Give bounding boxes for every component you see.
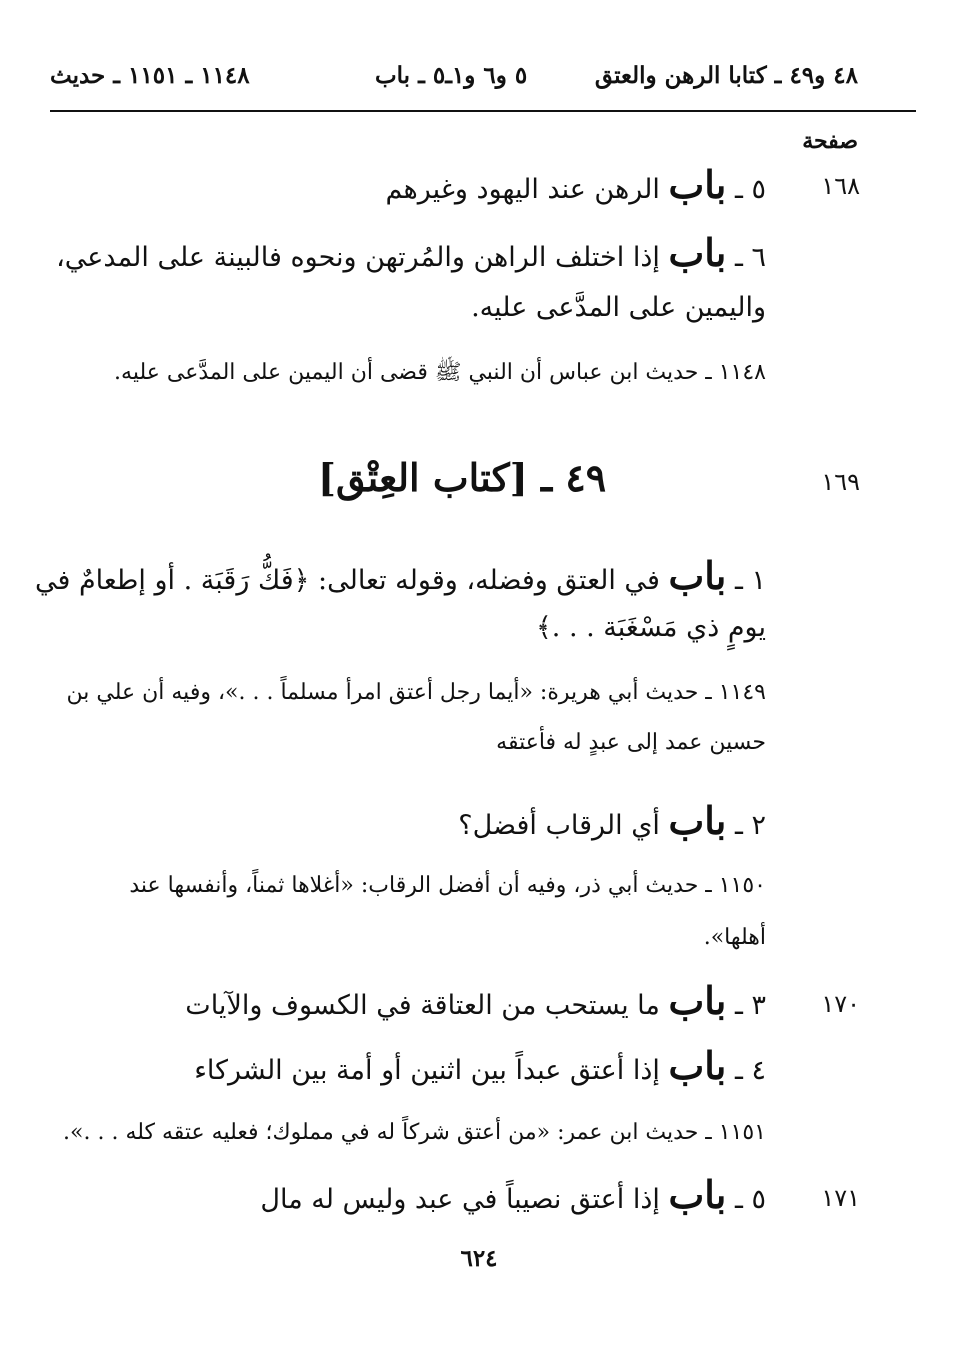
page-ref: ١٧١ (821, 1184, 860, 1212)
bab-title-continuation: يومٍ ذي مَسْغَبَة . . .﴾ (535, 612, 766, 643)
page-ref: ١٦٩ (821, 468, 860, 496)
bab-number: ٥ ـ (734, 1184, 766, 1215)
bab-number: ٤ ـ (734, 1055, 766, 1086)
bab-title-continuation: واليمين على المدَّعى عليه. (471, 292, 766, 323)
bab-word: باب (668, 553, 727, 598)
bab-heading (194, 1043, 766, 1088)
page-number: ٦٢٤ (460, 1245, 498, 1272)
bab-word: باب (668, 162, 727, 207)
header-rule (50, 110, 916, 112)
hadith-summary: ١١٤٨ ـ حديث ابن عباس أن النبي ﷺ قضى أن اليمين على المدَّعى عليه. (114, 360, 766, 385)
bab-heading (35, 553, 766, 598)
bab-heading (458, 798, 766, 843)
hadith-continuation: أهلها». (703, 925, 766, 950)
hadith-summary: ١١٥١ ـ حديث ابن عمر: «من أعتق شركاً له في مملوك؛ فعليه عتقه كله . . .». (63, 1120, 766, 1145)
bab-heading (260, 1172, 766, 1217)
bab-number: ٦ ـ (734, 242, 766, 273)
bab-title: في العتق وفضله، وقوله تعالى: ﴿فَكُّ رَقَبَة . أو إطعامٌ في (34, 565, 660, 596)
bab-word: باب (668, 798, 727, 843)
running-header-left: ١١٤٨ ـ ١١٥١ ـ حديث (50, 62, 250, 89)
page-ref: ١٧٠ (821, 990, 860, 1018)
running-header-center: ٥ و٦ و١ـ٥ ـ باب (375, 62, 528, 89)
bab-number: ٥ ـ (734, 174, 766, 205)
bab-heading (56, 230, 766, 275)
bab-word: باب (668, 1172, 727, 1217)
page-column-label: صفحة (802, 128, 858, 154)
bab-title: أي الرقاب أفضل؟ (458, 810, 660, 841)
bab-word: باب (668, 978, 727, 1023)
hadith-continuation: حسين عمد إلى عبدٍ له فأعتقه (496, 730, 766, 755)
bab-title: إذا أعتق عبداً بين اثنين أو أمة بين الشركاء (194, 1055, 660, 1086)
hadith-summary: ١١٥٠ ـ حديث أبي ذر، وفيه أن أفضل الرقاب: «أغلاها ثمناً، وأنفسها عند (129, 873, 766, 898)
bab-heading (386, 162, 766, 207)
bab-title: ما يستحب من العتاقة في الكسوف والآيات (185, 990, 660, 1021)
bab-word: باب (668, 230, 727, 275)
bab-number: ١ ـ (734, 565, 766, 596)
bab-number: ٢ ـ (734, 810, 766, 841)
bab-heading (185, 978, 766, 1023)
hadith-summary: ١١٤٩ ـ حديث أبي هريرة: «أيما رجل أعتق امرأ مسلماً . . .»، وفيه أن علي بن (66, 680, 766, 705)
bab-title: إذا اختلف الراهن والمُرتهن ونحوه فالبينة على المدعي، (56, 242, 660, 273)
running-header-right: ٤٨ و٤٩ ـ كتابا الرهن والعتق (594, 62, 858, 89)
bab-title: الرهن عند اليهود وغيرهم (385, 174, 660, 205)
bab-title: إذا أعتق نصيباً في عبد وليس له مال (260, 1184, 660, 1215)
page-ref: ١٦٨ (821, 172, 860, 200)
bab-number: ٣ ـ (734, 990, 766, 1021)
chapter-title: ٤٩ ـ [كتاب العِتْق] (318, 455, 607, 500)
bab-word: باب (668, 1043, 727, 1088)
